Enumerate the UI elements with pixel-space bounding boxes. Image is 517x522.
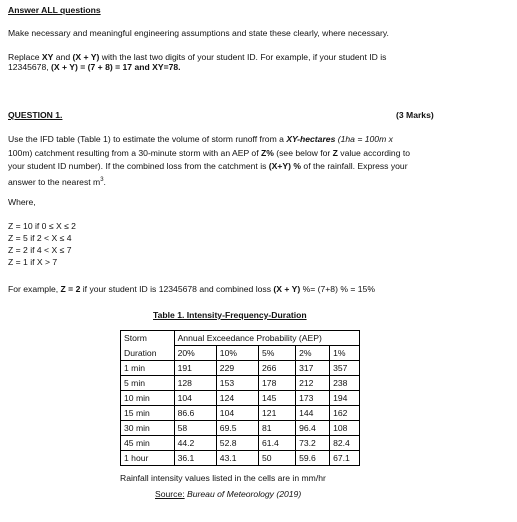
aep-column-header: 20% [174,346,216,361]
table-cell: 52.8 [216,436,258,451]
table-row [121,376,360,391]
duration-cell: 1 min [121,361,175,376]
duration-cell: 10 min [121,391,175,406]
table-cell: 145 [259,391,296,406]
table-cell: 96.4 [296,421,330,436]
table-cell: 212 [296,376,330,391]
table-note: Rainfall intensity values listed in the cells are in mm/hr [120,473,326,483]
table-cell: 162 [330,406,360,421]
table-cell: 128 [174,376,216,391]
table-row [121,406,360,421]
example-text: For example, Z = 2 if your student ID is 12345678 and combined loss (X + Y) %= (7+8) % = 15% [8,284,375,294]
table-row [121,451,360,466]
table-caption: Table 1. Intensity-Frequency-Duration [153,310,307,320]
instruction-text: Make necessary and meaningful engineering assumptions and state these clearly, where necessary. [8,28,389,38]
duration-label: Duration [121,346,175,361]
ifd-table [120,330,360,466]
table-cell: 266 [259,361,296,376]
table-cell: 191 [174,361,216,376]
table-cell: 86.6 [174,406,216,421]
table-cell: 229 [216,361,258,376]
aep-column-header: 1% [330,346,360,361]
where-label: Where, [8,197,36,207]
table-cell: 73.2 [296,436,330,451]
question-line-1: Use the IFD table (Table 1) to estimate the volume of storm runoff from a XY-hectares (1ha = 100m x [8,134,393,144]
duration-cell: 15 min [121,406,175,421]
table-cell: 121 [259,406,296,421]
table-cell: 69.5 [216,421,258,436]
z-condition: Z = 5 if 2 < X ≤ 4 [8,233,72,243]
question-line-2: 100m) catchment resulting from a 30-minute storm with an AEP of Z% (see below for Z value according to [8,147,411,158]
table-cell: 59.6 [296,451,330,466]
table-cell: 317 [296,361,330,376]
table-cell: 108 [330,421,360,436]
table-cell: 173 [296,391,330,406]
duration-cell: 45 min [121,436,175,451]
aep-column-header: 10% [216,346,258,361]
table-cell: 50 [259,451,296,466]
table-cell: 36.1 [174,451,216,466]
question-title: QUESTION 1. [8,110,63,120]
aep-column-header: 5% [259,346,296,361]
table-row [121,391,360,406]
table-cell: 104 [216,406,258,421]
table-cell: 104 [174,391,216,406]
duration-cell: 1 hour [121,451,175,466]
table-header-row [121,331,360,346]
table-row [121,361,360,376]
table-cell: 238 [330,376,360,391]
question-marks: (3 Marks) [396,110,434,120]
table-cell: 44.2 [174,436,216,451]
table-cell: 124 [216,391,258,406]
z-condition: Z = 1 if X > 7 [8,257,58,267]
replace-instruction: Replace XY and (X + Y) with the last two digits of your student ID. For example, if your student ID is 12345678, (X + Y) = (7 + 8) = 17 and XY=78. [8,52,387,73]
table-row [121,421,360,436]
z-conditions-list [8,220,76,268]
aep-header: Annual Exceedance Probability (AEP) [174,331,359,346]
table-cell: 43.1 [216,451,258,466]
table-cell: 58 [174,421,216,436]
table-subheader-row [121,346,360,361]
duration-cell: 30 min [121,421,175,436]
table-cell: 67.1 [330,451,360,466]
section-heading: Answer ALL questions [8,5,101,15]
table-cell: 178 [259,376,296,391]
z-condition: Z = 10 if 0 ≤ X ≤ 2 [8,221,76,231]
storm-label: Storm [121,331,175,346]
aep-column-header: 2% [296,346,330,361]
duration-cell: 5 min [121,376,175,391]
table-cell: 61.4 [259,436,296,451]
question-line-3: your student ID number). If the combined loss from the catchment is (X+Y) % of the rainfall. Express your [8,161,408,172]
table-cell: 194 [330,391,360,406]
table-cell: 357 [330,361,360,376]
question-body [8,133,508,189]
z-condition: Z = 2 if 4 < X ≤ 7 [8,245,72,255]
table-cell: 82.4 [330,436,360,451]
table-cell: 153 [216,376,258,391]
table-cell: 81 [259,421,296,436]
table-source: Source: Bureau of Meteorology (2019) [155,489,302,499]
question-line-4: answer to the nearest $m^3$. [8,176,106,187]
table-row [121,436,360,451]
table-cell: 144 [296,406,330,421]
